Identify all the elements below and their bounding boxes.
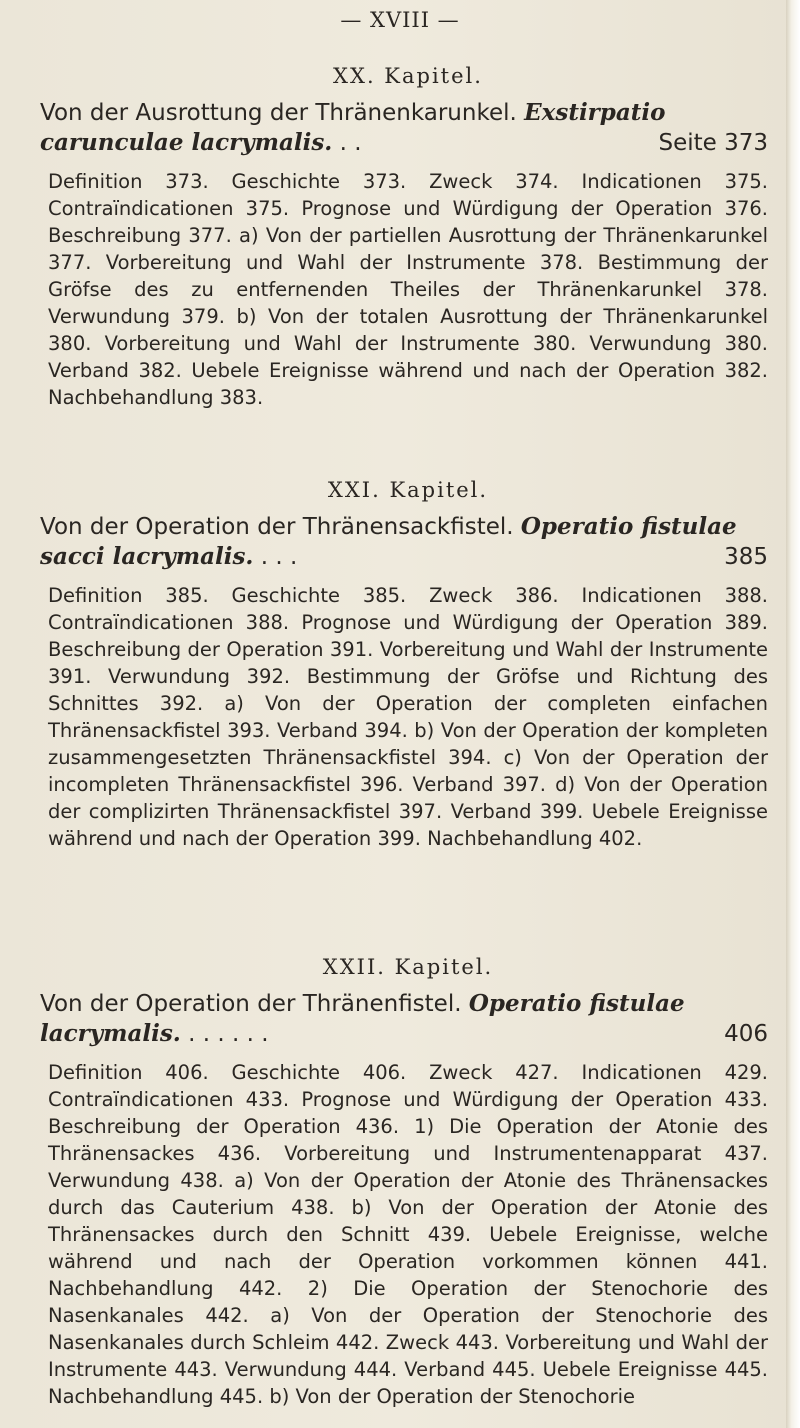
- chapter-latin-title: Operatio fistulae lacrymalis.: [40, 990, 685, 1047]
- chapter-title-line: [40, 989, 768, 1049]
- chapter-page-ref: 406: [724, 1021, 768, 1047]
- chapter-xx: [40, 64, 768, 411]
- chapter-title: Von der Operation der Thränenfistel.: [40, 991, 462, 1017]
- chapter-xxii: [40, 955, 768, 1410]
- dot-leader: . .: [332, 130, 362, 156]
- running-head: — XVIII —: [340, 8, 460, 32]
- chapter-xxi: [40, 478, 768, 852]
- chapter-page-ref: 385: [724, 544, 768, 570]
- dot-leader: . . .: [253, 544, 298, 570]
- chapter-title: Von der Operation der Thränensackfistel.: [40, 514, 514, 540]
- chapter-latin-title: Operatio fistulae sacci lacrymalis.: [40, 513, 737, 570]
- chapter-title-line: [40, 512, 768, 572]
- chapter-contents: Definition 406. Geschichte 406. Zweck 427. Indicationen 429. Contraïndicationen 433. Prognose und Würdigung der Operation 433. Beschreibung der Operation 436. 1) Die Operation der Atonie des Thränensackes 436. Vorbereitung und Instrumentenapparat 437. Verwundung 438. a) Von der Operation der Atonie des Thränensackes durch das Cauterium 438. b) Von der Operation der Atonie des Thränensackes durch den Schnitt 439. Uebele Ereignisse, welche während und nach der Operation vorkommen können 441. Nachbehandlung 442. 2) Die Operation der Stenochorie des Nasenkanales 442. a) Von der Operation der Stenochorie des Nasenkanales durch Schleim 442. Zweck 443. Vorbereitung und Wahl der Instrumente 443. Verwundung 444. Verband 445. Uebele Ereignisse 445. Nachbehandlung 445. b) Von der Operation der Stenochorie: [48, 1061, 768, 1408]
- chapter-title: Von der Ausrottung der Thränenkarunkel.: [40, 100, 517, 126]
- chapter-latin-title: Exstirpatio carunculae lacrymalis.: [40, 99, 666, 156]
- chapter-page-ref: Seite 373: [658, 130, 768, 156]
- chapter-number: XXI. Kapitel.: [327, 478, 489, 502]
- page-edge: [786, 0, 800, 1428]
- chapter-number: XXII. Kapitel.: [322, 955, 494, 979]
- chapter-contents: Definition 385. Geschichte 385. Zweck 386. Indicationen 388. Contraïndicationen 388. Prognose und Würdigung der Operation 389. Beschreibung der Operation 391. Vorbereitung und Wahl der Instrumente 391. Verwundung 392. Bestimmung der Gröfse und Richtung des Schnittes 392. a) Von der Operation der completen einfachen Thränensackfistel 393. Verband 394. b) Von der Operation der kompleten zusammengesetzten Thränensackfistel 394. c) Von der Operation der incompleten Thränensackfistel 396. Verband 397. d) Von der Operation der complizirten Thränensackfistel 397. Verband 399. Uebele Ereignisse während und nach der Operation 399. Nachbehandlung 402.: [48, 584, 768, 850]
- chapter-contents: Definition 373. Geschichte 373. Zweck 374. Indicationen 375. Contraïndicationen 375. Prognose und Würdigung der Operation 376. Beschreibung 377. a) Von der partiellen Ausrottung der Thränenkarunkel 377. Vorbereitung und Wahl der Instrumente 378. Bestimmung der Gröfse des zu entfernenden Theiles der Thränenkarunkel 378. Verwundung 379. b) Von der totalen Ausrottung der Thränenkarunkel 380. Vorbereitung und Wahl der Instrumente 380. Verwundung 380. Verband 382. Uebele Ereignisse während und nach der Operation 382. Nachbehandlung 383.: [48, 170, 768, 409]
- chapter-title-line: [40, 98, 768, 158]
- dot-leader: . . . . . .: [180, 1021, 269, 1047]
- chapter-number: XX. Kapitel.: [333, 64, 483, 88]
